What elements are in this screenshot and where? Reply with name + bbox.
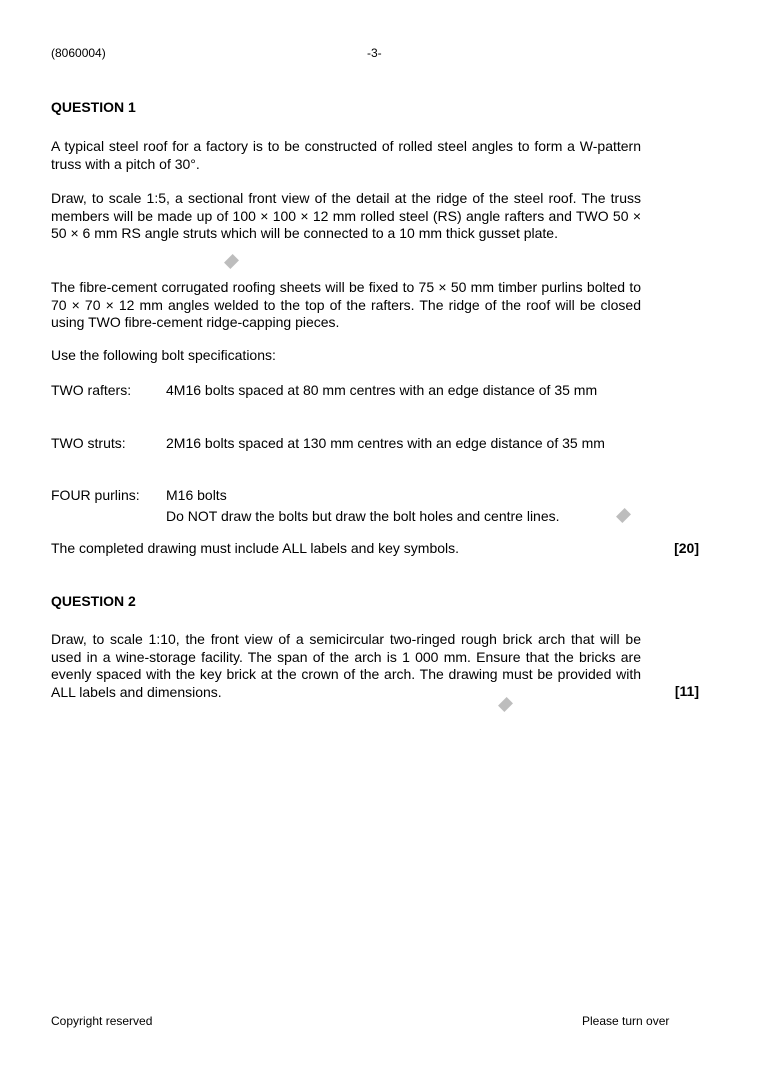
diamond-marker-icon — [224, 254, 239, 269]
spec-note-purlins: Do NOT draw the bolts but draw the bolt holes and centre lines. — [166, 508, 560, 524]
question-2-marks: [11] — [674, 683, 699, 699]
diamond-marker-icon — [616, 508, 631, 523]
question-1-heading: QUESTION 1 — [51, 99, 136, 115]
copyright-notice: Copyright reserved — [51, 1014, 153, 1028]
question-1-final-instruction: The completed drawing must include ALL labels and key symbols. — [51, 540, 460, 556]
document-code: (8060004) — [51, 46, 106, 60]
spec-text-purlins: M16 bolts — [166, 487, 227, 503]
question-1-paragraph-3: The fibre-cement corrugated roofing sheets will be fixed to 75 × 50 mm timber purlins bolted to 70 × 70 × 12 mm angles welded to the top of the rafters. The ridge of the roof will be closed using TWO fibre-cement ridge-capping pieces. — [51, 279, 641, 330]
question-2-paragraph-1: Draw, to scale 1:10, the front view of a semicircular two-ringed rough brick arch that will be used in a wine-storage facility. The span of the arch is 1 000 mm. Ensure that the bricks are evenly spaced with the key brick at the crown of the arch. The drawing must be provided with ALL labels and dimensions. — [51, 631, 641, 700]
question-1-marks: [20] — [674, 540, 699, 556]
spec-label-struts: TWO struts: — [51, 435, 126, 451]
spec-text-struts: 2M16 bolts spaced at 130 mm centres with an edge distance of 35 mm — [166, 435, 605, 451]
page-number: -3- — [367, 46, 382, 60]
question-1-paragraph-2: Draw, to scale 1:5, a sectional front view of the detail at the ridge of the steel roof. The truss members will be made up of 100 × 100 × 12 mm rolled steel (RS) angle rafters and TWO 50 × 50 × 6 mm RS angle struts which will be connected to a 10 mm thick gusset plate. — [51, 190, 641, 241]
spec-label-purlins: FOUR purlins: — [51, 487, 140, 503]
question-1-paragraph-1: A typical steel roof for a factory is to be constructed of rolled steel angles to form a W-pattern truss with a pitch of 30°. — [51, 138, 641, 172]
spec-label-rafters: TWO rafters: — [51, 382, 132, 398]
question-2-heading: QUESTION 2 — [51, 593, 136, 609]
please-turn-over: Please turn over — [582, 1014, 670, 1028]
question-1-paragraph-4: Use the following bolt specifications: — [51, 347, 276, 363]
spec-text-rafters: 4M16 bolts spaced at 80 mm centres with an edge distance of 35 mm — [166, 382, 598, 398]
